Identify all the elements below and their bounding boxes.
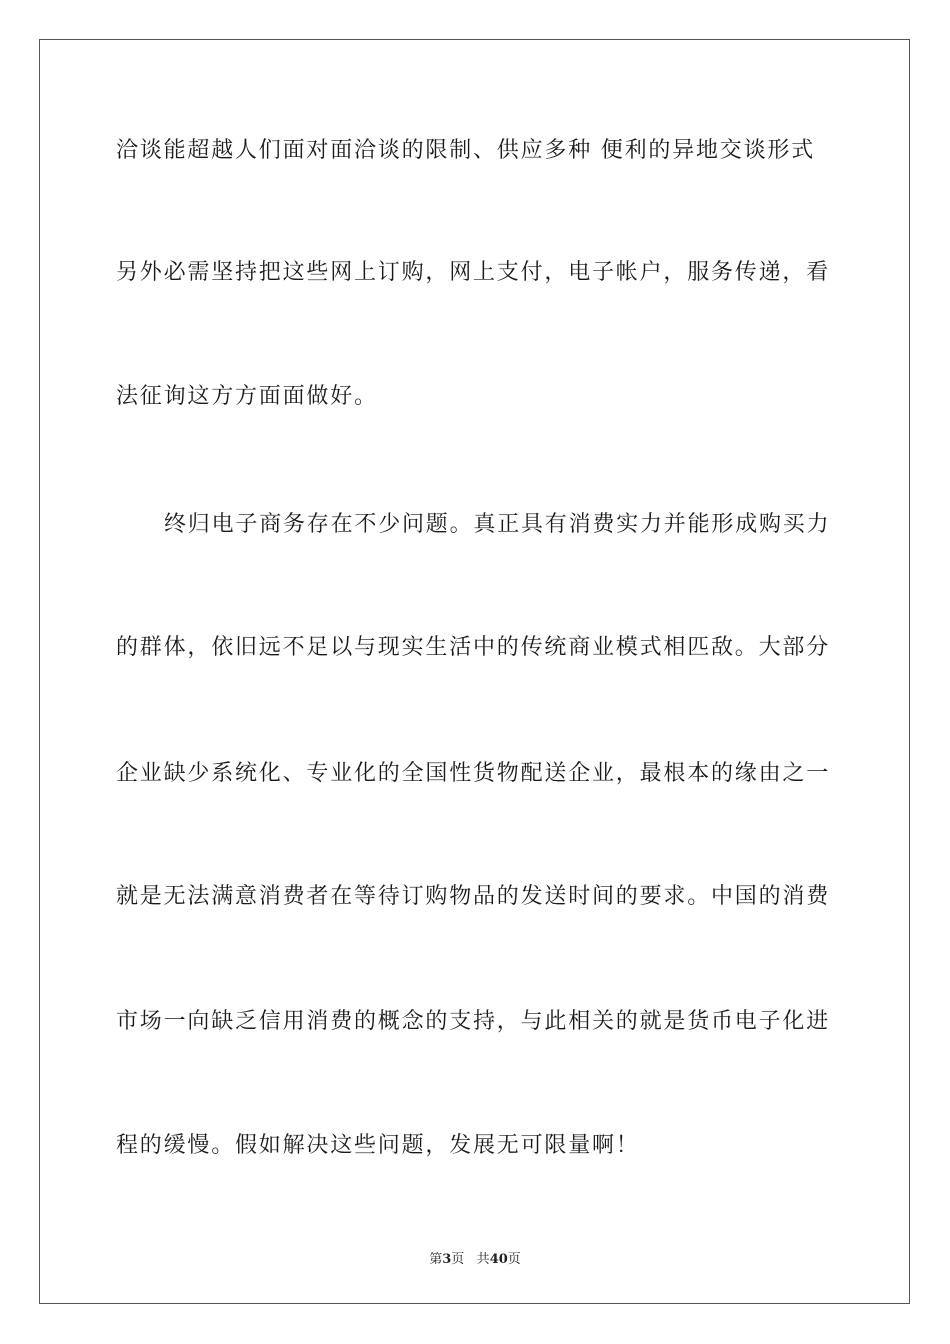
body-line-3: 法征询这方方面面做好。: [116, 384, 378, 409]
body-line-5: 的群体，依旧远不足以与现实生活中的传统商业模式相匹敌。大部分: [116, 635, 831, 660]
total-suffix: 页: [507, 1252, 521, 1267]
total-prefix: 共: [476, 1252, 490, 1267]
total-pages: 40: [489, 1252, 508, 1267]
page-prefix: 第: [429, 1252, 443, 1267]
body-line-7: 就是无法满意消费者在等待订购物品的发送时间的要求。中国的消费: [116, 884, 831, 909]
body-line-9: 程的缓慢。假如解决这些问题，发展无可限量啊！: [116, 1133, 640, 1158]
page-suffix: 页: [451, 1252, 465, 1267]
page-footer: [0, 1248, 950, 1267]
body-line-8: 市场一向缺乏信用消费的概念的支持，与此相关的就是货币电子化进: [116, 1009, 831, 1034]
body-line-6: 企业缺少系统化、专业化的全国性货物配送企业，最根本的缘由之一: [116, 761, 831, 786]
paragraph-2-line-1: 终归电子商务存在不少问题。真正具有消费实力并能形成购买力: [164, 512, 831, 537]
body-line-1: 洽谈能超越人们面对面洽谈的限制、供应多种 便利的异地交谈形式: [116, 138, 815, 163]
page-border: [39, 39, 910, 1304]
page-number: 3: [442, 1252, 452, 1267]
body-line-2: 另外必需坚持把这些网上订购，网上支付，电子帐户，服务传递，看: [116, 260, 831, 285]
